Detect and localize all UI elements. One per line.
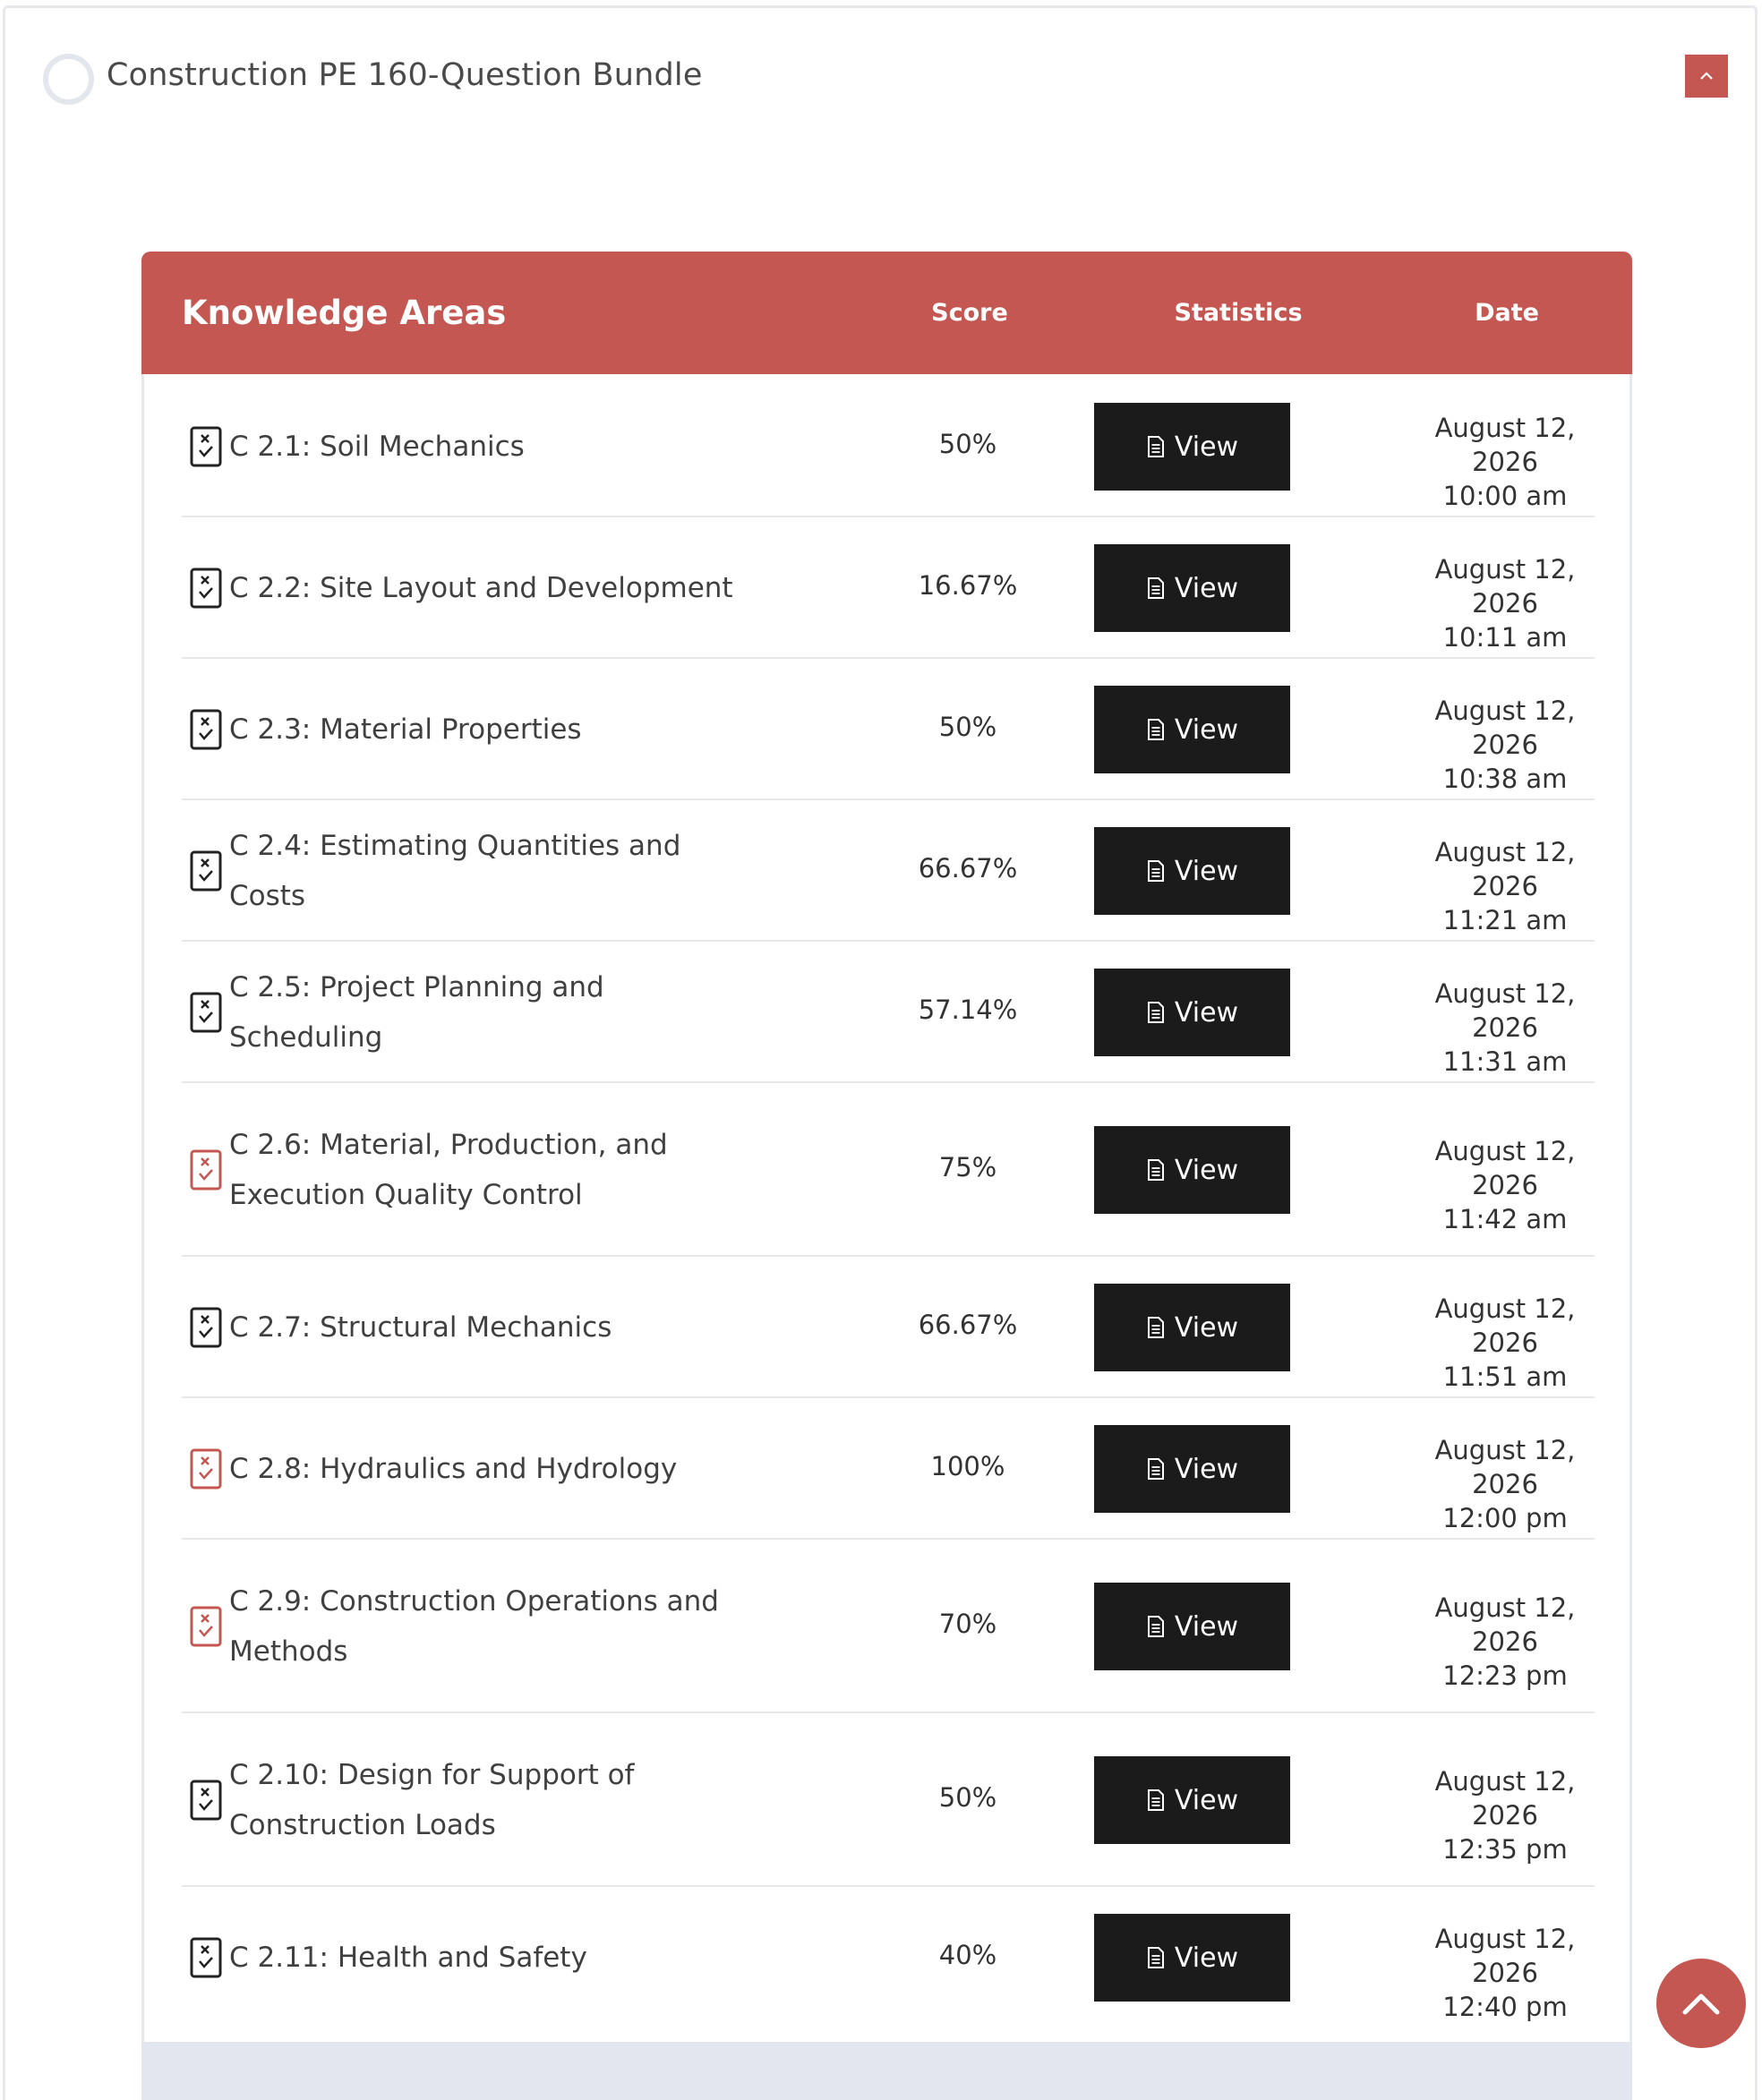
bundle-title: Construction PE 160-Question Bundle xyxy=(107,57,703,93)
row-date-time: 12:00 pm xyxy=(1442,1503,1568,1533)
row-score: 66.67% xyxy=(918,853,1018,884)
view-statistics-button[interactable] xyxy=(1094,1425,1290,1513)
row-date-day: August 12, 2026 xyxy=(1434,1293,1576,1358)
view-button-label: View xyxy=(1174,1311,1239,1344)
table-row xyxy=(182,942,1595,1083)
document-icon xyxy=(1146,1946,1166,1969)
quiz-icon xyxy=(189,1447,223,1490)
row-score: 75% xyxy=(938,1152,997,1182)
row-knowledge-area-label: C 2.9: Construction Operations and Methods xyxy=(229,1585,719,1668)
row-date xyxy=(1416,1591,1595,1693)
view-statistics-button[interactable] xyxy=(1094,827,1290,915)
quiz-icon xyxy=(189,1779,223,1822)
row-date-day: August 12, 2026 xyxy=(1434,1592,1576,1657)
row-knowledge-area xyxy=(189,422,740,472)
scroll-to-top-button[interactable] xyxy=(1656,1959,1746,2048)
quiz-icon xyxy=(189,567,223,610)
row-knowledge-area-label: C 2.11: Health and Safety xyxy=(229,1942,587,1974)
table-row xyxy=(182,659,1595,800)
row-knowledge-area xyxy=(189,563,740,613)
header-score: Score xyxy=(931,299,1008,327)
view-button-label: View xyxy=(1174,996,1239,1029)
row-knowledge-area-label: C 2.1: Soil Mechanics xyxy=(229,431,525,463)
row-date-day: August 12, 2026 xyxy=(1434,1435,1576,1499)
row-date-day: August 12, 2026 xyxy=(1434,978,1576,1043)
row-date-day: August 12, 2026 xyxy=(1434,696,1576,760)
row-knowledge-area-label: C 2.10: Design for Support of Construction Loads xyxy=(229,1759,635,1841)
row-score: 50% xyxy=(938,1782,997,1813)
table-row xyxy=(182,1887,1595,2028)
row-date-day: August 12, 2026 xyxy=(1434,837,1576,901)
quiz-icon xyxy=(189,1936,223,1979)
chevron-up-icon xyxy=(1697,66,1716,86)
view-statistics-button[interactable] xyxy=(1094,1756,1290,1844)
row-date-day: August 12, 2026 xyxy=(1434,413,1576,477)
document-icon xyxy=(1146,859,1166,883)
row-knowledge-area xyxy=(189,1120,740,1220)
row-date xyxy=(1416,1134,1595,1236)
header-date: Date xyxy=(1475,299,1539,327)
bundle-header[interactable] xyxy=(5,8,1755,142)
row-date xyxy=(1416,1433,1595,1535)
row-knowledge-area xyxy=(189,1750,740,1850)
row-score: 100% xyxy=(930,1451,1005,1481)
row-knowledge-area xyxy=(189,971,740,1054)
quiz-icon xyxy=(189,708,223,751)
progress-circle-icon xyxy=(43,54,94,105)
view-statistics-button[interactable] xyxy=(1094,1284,1290,1371)
row-score: 50% xyxy=(938,712,997,742)
view-statistics-button[interactable] xyxy=(1094,1914,1290,2002)
document-icon xyxy=(1146,718,1166,741)
view-button-label: View xyxy=(1174,431,1239,463)
chevron-up-icon xyxy=(1681,1990,1722,2017)
view-statistics-button[interactable] xyxy=(1094,686,1290,773)
view-statistics-button[interactable] xyxy=(1094,403,1290,491)
row-knowledge-area-label: C 2.5: Project Planning and Scheduling xyxy=(229,971,604,1054)
row-knowledge-area xyxy=(189,1933,740,1983)
row-date-time: 12:23 pm xyxy=(1442,1660,1568,1691)
row-knowledge-area-label: C 2.3: Material Properties xyxy=(229,713,582,746)
row-date-day: August 12, 2026 xyxy=(1434,554,1576,619)
quiz-icon xyxy=(189,849,223,892)
view-button-label: View xyxy=(1174,572,1239,604)
row-date xyxy=(1416,552,1595,654)
row-date-time: 11:21 am xyxy=(1442,905,1568,935)
view-button-label: View xyxy=(1174,713,1239,746)
row-knowledge-area xyxy=(189,1302,740,1353)
row-date-time: 11:51 am xyxy=(1442,1362,1568,1392)
table-row xyxy=(182,1257,1595,1398)
table-row xyxy=(182,376,1595,517)
row-date xyxy=(1416,694,1595,796)
row-date xyxy=(1416,835,1595,937)
table-row xyxy=(182,1083,1595,1257)
row-date-time: 11:31 am xyxy=(1442,1046,1568,1077)
row-date xyxy=(1416,1922,1595,2024)
view-button-label: View xyxy=(1174,1610,1239,1643)
row-score: 57.14% xyxy=(918,995,1018,1025)
quiz-icon xyxy=(189,991,223,1034)
row-knowledge-area xyxy=(189,1576,740,1677)
view-statistics-button[interactable] xyxy=(1094,969,1290,1056)
row-knowledge-area-label: C 2.7: Structural Mechanics xyxy=(229,1311,612,1344)
document-icon xyxy=(1146,1001,1166,1024)
view-statistics-button[interactable] xyxy=(1094,1126,1290,1214)
quiz-icon xyxy=(189,1605,223,1648)
row-knowledge-area-label: C 2.6: Material, Production, and Execution Quality Control xyxy=(229,1129,668,1211)
document-icon xyxy=(1146,576,1166,600)
row-date-time: 12:35 pm xyxy=(1442,1834,1568,1865)
view-button-label: View xyxy=(1174,855,1239,887)
quiz-icon xyxy=(189,1306,223,1349)
row-date-time: 12:40 pm xyxy=(1442,1992,1568,2022)
row-knowledge-area xyxy=(189,830,740,912)
document-icon xyxy=(1146,1457,1166,1481)
document-icon xyxy=(1146,1316,1166,1339)
row-knowledge-area xyxy=(189,1444,740,1494)
row-date xyxy=(1416,1764,1595,1866)
row-knowledge-area-label: C 2.8: Hydraulics and Hydrology xyxy=(229,1453,678,1485)
table-row xyxy=(182,800,1595,942)
row-date-time: 10:38 am xyxy=(1442,764,1568,794)
table-footer xyxy=(141,2042,1632,2100)
row-score: 70% xyxy=(938,1609,997,1639)
view-statistics-button[interactable] xyxy=(1094,1583,1290,1670)
row-date-day: August 12, 2026 xyxy=(1434,1766,1576,1831)
row-date-time: 10:11 am xyxy=(1442,622,1568,653)
row-date xyxy=(1416,977,1595,1079)
row-score: 66.67% xyxy=(918,1310,1018,1340)
row-knowledge-area xyxy=(189,704,740,755)
row-score: 50% xyxy=(938,429,997,459)
quiz-icon xyxy=(189,425,223,468)
row-date-day: August 12, 2026 xyxy=(1434,1136,1576,1200)
row-score: 16.67% xyxy=(918,570,1018,601)
header-statistics: Statistics xyxy=(1174,299,1303,327)
row-knowledge-area-label: C 2.4: Estimating Quantities and Costs xyxy=(229,830,681,912)
table-row xyxy=(182,1540,1595,1713)
table-header xyxy=(141,252,1632,374)
document-icon xyxy=(1146,1158,1166,1182)
header-knowledge-areas: Knowledge Areas xyxy=(182,294,507,332)
view-button-label: View xyxy=(1174,1453,1239,1485)
collapse-button[interactable] xyxy=(1685,55,1728,98)
row-date-time: 10:00 am xyxy=(1442,481,1568,511)
document-icon xyxy=(1146,435,1166,458)
table-row xyxy=(182,1713,1595,1887)
document-icon xyxy=(1146,1615,1166,1638)
row-date-time: 11:42 am xyxy=(1442,1204,1568,1234)
quiz-icon xyxy=(189,1148,223,1191)
view-button-label: View xyxy=(1174,1784,1239,1816)
row-date xyxy=(1416,411,1595,513)
view-button-label: View xyxy=(1174,1154,1239,1186)
document-icon xyxy=(1146,1788,1166,1812)
view-statistics-button[interactable] xyxy=(1094,544,1290,632)
row-knowledge-area-label: C 2.2: Site Layout and Development xyxy=(229,572,733,604)
bundle-panel xyxy=(3,5,1758,2100)
table-row xyxy=(182,517,1595,659)
row-date-day: August 12, 2026 xyxy=(1434,1924,1576,1988)
view-button-label: View xyxy=(1174,1942,1239,1974)
row-score: 40% xyxy=(938,1940,997,1970)
results-table xyxy=(141,252,1632,2100)
table-row xyxy=(182,1398,1595,1540)
row-date xyxy=(1416,1292,1595,1394)
